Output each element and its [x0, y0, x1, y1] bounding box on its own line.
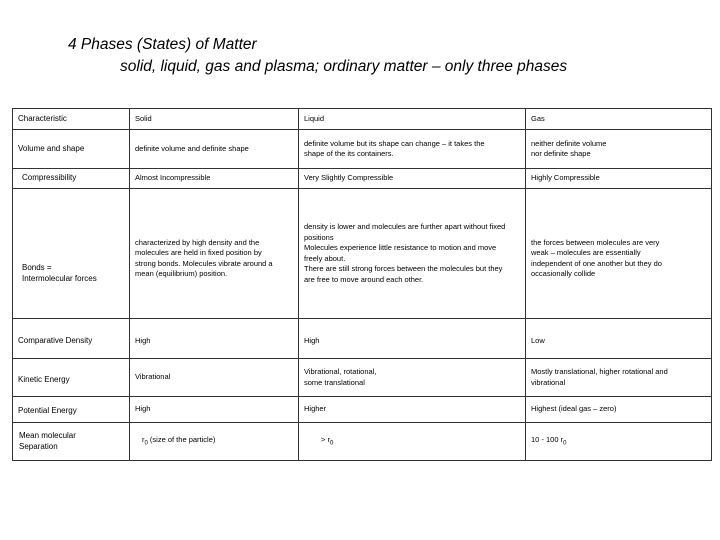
header-characteristic: Characteristic: [13, 109, 130, 130]
cell-solid: definite volume and definite shape: [130, 130, 299, 169]
page-title: 4 Phases (States) of Matter: [68, 36, 257, 53]
table-row: [13, 169, 712, 189]
cell-solid: characterized by high density and the molecules are held in fixed position by strong bonds. Molecules vibrate around a mean (equilibrium) position.: [130, 189, 299, 319]
r0-description: (size of the particle): [147, 434, 216, 444]
cell-gas: Highest (ideal gas – zero): [526, 397, 712, 423]
cell-liquid: definite volume but its shape can change – it takes the shape of the its containers.: [299, 130, 526, 169]
cell-gas: the forces between molecules are very weak – molecules are essentially independent of one another but they do occasionally collide: [526, 189, 712, 319]
row-label: Comparative Density: [13, 319, 130, 359]
table-row: [13, 319, 712, 359]
row-label: Mean molecular Separation: [13, 423, 130, 461]
header-solid: Solid: [130, 109, 299, 130]
cell-solid: [130, 423, 299, 461]
row-label: Compressibility: [13, 169, 130, 189]
cell-solid: High: [130, 397, 299, 423]
cell-gas: Mostly translational, higher rotational and vibrational: [526, 359, 712, 397]
cell-gas: Highly Compressible: [526, 169, 712, 189]
cell-liquid: High: [299, 319, 526, 359]
liquid-separation: > r: [321, 434, 330, 444]
table-row: [13, 359, 712, 397]
phases-table: [12, 108, 712, 461]
header-gas: Gas: [526, 109, 712, 130]
gas-separation: 10 - 100 r: [531, 434, 564, 444]
cell-solid: High: [130, 319, 299, 359]
r0-subscript: 0: [563, 440, 567, 446]
cell-liquid: Very Slightly Compressible: [299, 169, 526, 189]
row-label: Kinetic Energy: [13, 359, 130, 397]
cell-liquid: density is lower and molecules are further apart without fixed positions Molecules experience little resistance to motion and move freely about. There are still strong forces between the molecules but they are free to move around each other.: [299, 189, 526, 319]
row-label: Bonds = Intermolecular forces: [13, 189, 130, 319]
table-row: [13, 189, 712, 319]
r0-subscript: 0: [329, 440, 334, 446]
cell-liquid: Vibrational, rotational, some translational: [299, 359, 526, 397]
r0-subscript: 0: [144, 440, 148, 446]
cell-gas: Low: [526, 319, 712, 359]
cell-solid: Vibrational: [130, 359, 299, 397]
page-subtitle: solid, liquid, gas and plasma; ordinary matter – only three phases: [120, 58, 568, 75]
table-row: [13, 130, 712, 169]
row-label: Volume and shape: [13, 130, 130, 169]
table-header-row: [13, 109, 712, 130]
row-label: Potential Energy: [13, 397, 130, 423]
cell-liquid: Higher: [299, 397, 526, 423]
cell-solid: Almost Incompressible: [130, 169, 299, 189]
header-liquid: Liquid: [299, 109, 526, 130]
cell-liquid: [299, 423, 526, 461]
cell-gas: neither definite volume nor definite shape: [526, 130, 712, 169]
r0-symbol: r: [142, 434, 145, 444]
cell-gas: [526, 423, 712, 461]
table-row: [13, 423, 712, 461]
table-row: [13, 397, 712, 423]
